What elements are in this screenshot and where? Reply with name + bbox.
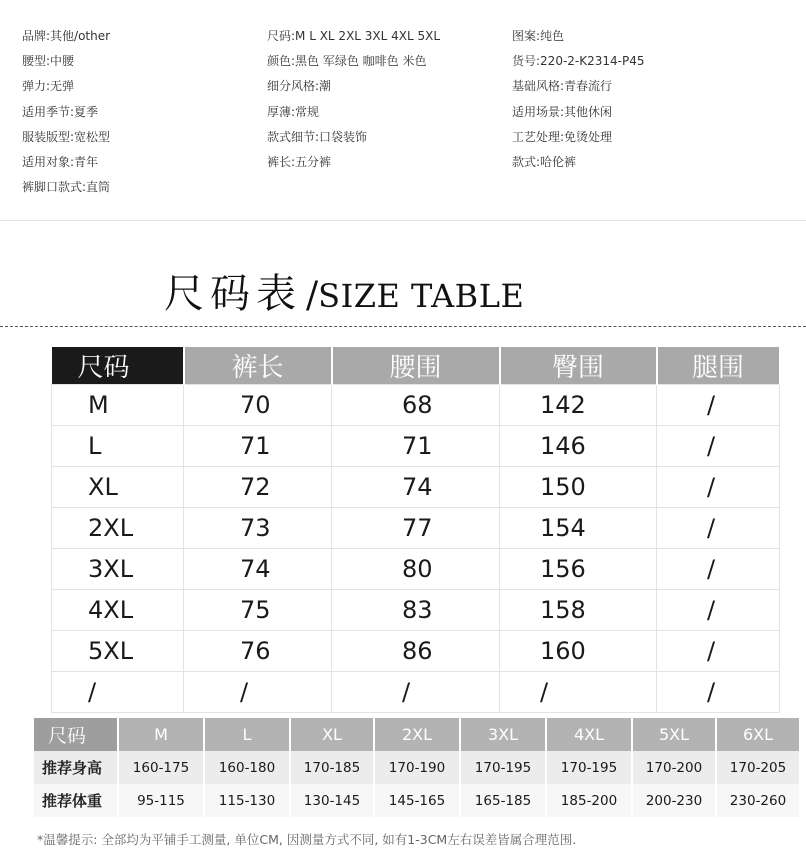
size-table	[51, 347, 781, 713]
title-english: SIZE TABLE	[318, 277, 525, 315]
attr-style: 款式:哈伦裤	[512, 155, 577, 170]
cell-thigh: /	[657, 590, 780, 631]
cell-length: 73	[184, 508, 332, 549]
cell-thigh: /	[657, 426, 780, 467]
product-attributes	[0, 0, 806, 221]
cell-waist: 71	[332, 426, 500, 467]
attr-detail: 款式细节:口袋装饰	[267, 129, 368, 144]
rec-cell: 145-165	[374, 784, 460, 817]
rec-cell: 95-115	[118, 784, 204, 817]
attr-target: 适用对象:青年	[22, 155, 99, 170]
cell-hip: /	[500, 672, 657, 713]
cell-length: 70	[184, 385, 332, 426]
attr-colors: 颜色:黑色 军绿色 咖啡色 米色	[267, 54, 427, 69]
rec-header-size: 尺码	[34, 718, 118, 751]
rec-header-xl: XL	[290, 718, 374, 751]
cell-size: L	[52, 426, 184, 467]
title-chinese: 尺码表	[164, 271, 302, 317]
rec-header-5xl: 5XL	[632, 718, 716, 751]
rec-header-3xl: 3XL	[460, 718, 546, 751]
attr-process: 工艺处理:免烫处理	[512, 129, 613, 144]
cell-hip: 156	[500, 549, 657, 590]
attr-item-number: 货号:220-2-K2314-P45	[512, 54, 645, 69]
table-row	[52, 467, 780, 508]
cell-length: 72	[184, 467, 332, 508]
rec-header-2xl: 2XL	[374, 718, 460, 751]
recommendation-table	[34, 718, 801, 817]
rec-header-l: L	[204, 718, 290, 751]
cell-thigh: /	[657, 467, 780, 508]
rec-cell: 170-185	[290, 751, 374, 784]
size-table-title	[164, 262, 524, 319]
cell-hip: 150	[500, 467, 657, 508]
attr-hem-style: 裤脚口款式:直筒	[22, 180, 111, 195]
cell-waist: 77	[332, 508, 500, 549]
cell-hip: 142	[500, 385, 657, 426]
table-row	[52, 549, 780, 590]
dashed-divider	[0, 326, 806, 327]
measurement-note: *温馨提示: 全部均为平铺手工测量, 单位CM, 因测量方式不同, 如有1-3CM左右误差皆属合理范围.	[37, 832, 577, 847]
header-size: 尺码	[52, 347, 184, 385]
cell-length: 75	[184, 590, 332, 631]
rec-header-m: M	[118, 718, 204, 751]
cell-length: 74	[184, 549, 332, 590]
rec-cell: 170-190	[374, 751, 460, 784]
rec-row-label-weight: 推荐体重	[34, 784, 118, 817]
rec-header-4xl: 4XL	[546, 718, 632, 751]
cell-size: XL	[52, 467, 184, 508]
table-row	[52, 590, 780, 631]
table-row	[52, 426, 780, 467]
attr-pattern: 图案:纯色	[512, 29, 565, 43]
cell-waist: 74	[332, 467, 500, 508]
rec-cell: 170-195	[460, 751, 546, 784]
attr-thickness: 厚薄:常规	[267, 104, 320, 119]
cell-size: M	[52, 385, 184, 426]
rec-cell: 165-185	[460, 784, 546, 817]
attributes-column-1	[22, 24, 110, 200]
cell-waist: 86	[332, 631, 500, 672]
attributes-column-3	[512, 24, 645, 175]
attr-base-style: 基础风格:青春流行	[512, 79, 613, 94]
cell-waist: 80	[332, 549, 500, 590]
attr-fit: 服装版型:宽松型	[22, 129, 111, 144]
rec-cell: 170-205	[716, 751, 800, 784]
cell-size: 3XL	[52, 549, 184, 590]
cell-waist: 68	[332, 385, 500, 426]
rec-cell: 130-145	[290, 784, 374, 817]
cell-thigh: /	[657, 549, 780, 590]
rec-cell: 170-200	[632, 751, 716, 784]
rec-cell: 200-230	[632, 784, 716, 817]
title-slash: /	[306, 275, 319, 316]
table-row	[52, 385, 780, 426]
attr-sizes: 尺码:M L XL 2XL 3XL 4XL 5XL	[267, 29, 441, 43]
attr-season: 适用季节:夏季	[22, 104, 99, 119]
rec-cell: 170-195	[546, 751, 632, 784]
attr-elasticity: 弹力:无弹	[22, 79, 75, 94]
attr-waist-type: 腰型:中腰	[22, 54, 75, 69]
header-hip: 臀围	[500, 347, 657, 385]
attributes-column-2	[267, 24, 440, 175]
cell-thigh: /	[657, 385, 780, 426]
cell-thigh: /	[657, 508, 780, 549]
table-row	[34, 784, 800, 817]
cell-waist: 83	[332, 590, 500, 631]
cell-length: /	[184, 672, 332, 713]
cell-thigh: /	[657, 631, 780, 672]
rec-cell: 230-260	[716, 784, 800, 817]
rec-row-label-height: 推荐身高	[34, 751, 118, 784]
cell-length: 71	[184, 426, 332, 467]
header-thigh: 腿围	[657, 347, 780, 385]
table-row	[52, 631, 780, 672]
rec-cell: 160-175	[118, 751, 204, 784]
rec-cell: 115-130	[204, 784, 290, 817]
cell-hip: 158	[500, 590, 657, 631]
table-row	[52, 508, 780, 549]
table-row	[52, 672, 780, 713]
rec-cell: 160-180	[204, 751, 290, 784]
header-length: 裤长	[184, 347, 332, 385]
attr-sub-style: 细分风格:潮	[267, 79, 332, 94]
cell-hip: 160	[500, 631, 657, 672]
cell-length: 76	[184, 631, 332, 672]
rec-table-header	[34, 718, 800, 751]
cell-size: 4XL	[52, 590, 184, 631]
table-row	[34, 751, 800, 784]
attr-length: 裤长:五分裤	[267, 155, 332, 170]
attr-brand: 品牌:其他/other	[22, 29, 111, 43]
cell-size: 5XL	[52, 631, 184, 672]
cell-size: /	[52, 672, 184, 713]
cell-hip: 154	[500, 508, 657, 549]
rec-header-6xl: 6XL	[716, 718, 800, 751]
header-waist: 腰围	[332, 347, 500, 385]
cell-size: 2XL	[52, 508, 184, 549]
cell-waist: /	[332, 672, 500, 713]
attr-scene: 适用场景:其他休闲	[512, 104, 613, 119]
cell-thigh: /	[657, 672, 780, 713]
cell-hip: 146	[500, 426, 657, 467]
size-table-header	[52, 347, 780, 385]
rec-cell: 185-200	[546, 784, 632, 817]
